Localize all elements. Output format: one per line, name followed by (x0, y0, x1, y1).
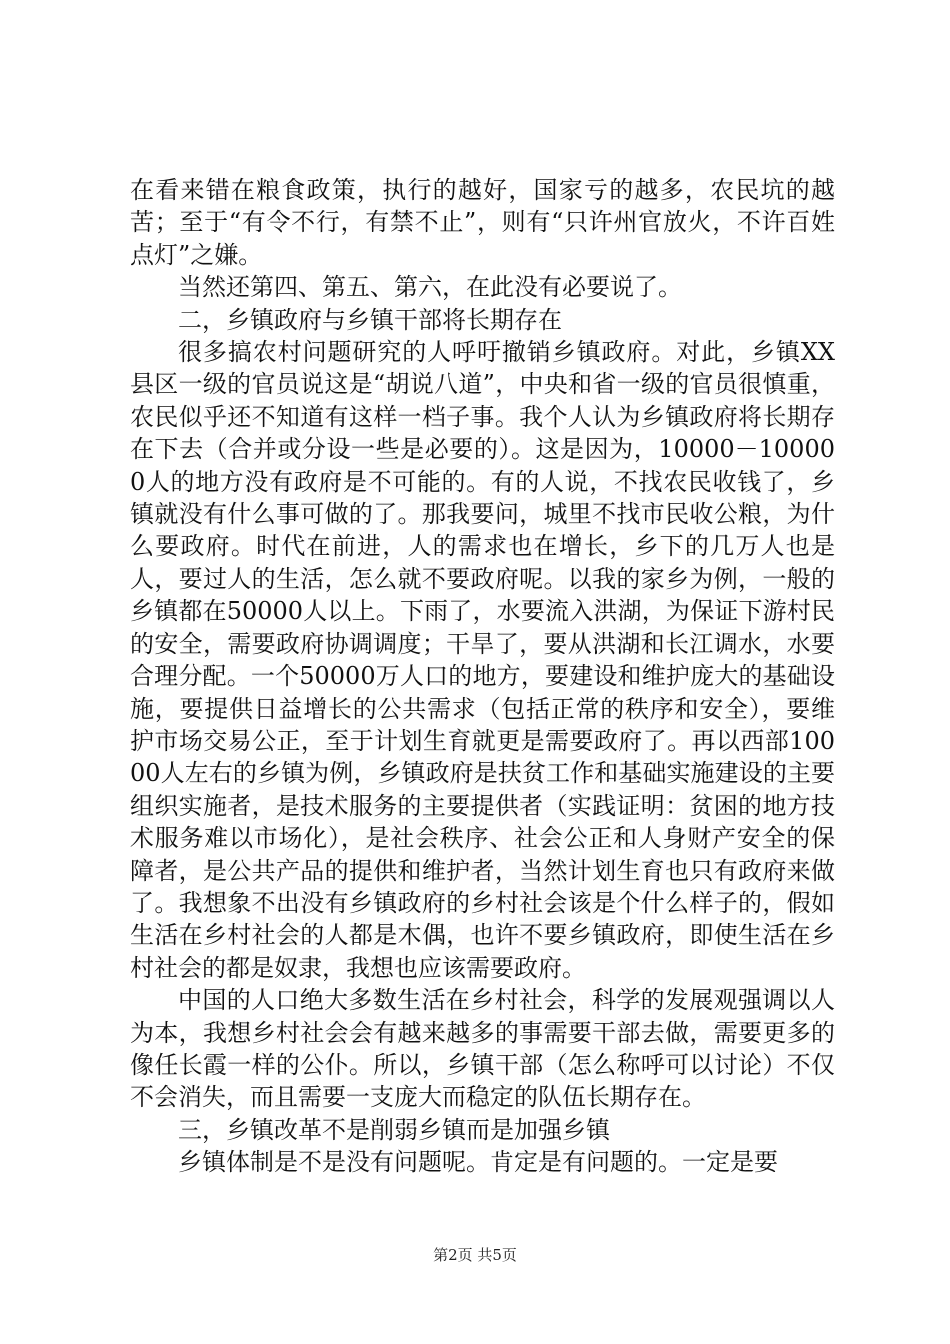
page-footer: 第2页 共5页 (433, 1246, 517, 1264)
paragraph-5: 乡镇体制是不是没有问题呢。肯定是有问题的。一定是要 (178, 1148, 778, 1177)
paragraph-4: 中国的人口绝大多数生活在乡村社会，科学的发展观强调以人为本，我想乡村社会会有越来越多的事需要干部去做，需要更多的像任长霞一样的公仆。所以，乡镇干部（怎么称呼可以讨论）不仅不会消失，而且需要一支庞大而稳定的队伍长期存在。 (130, 986, 835, 1112)
paragraph-3: 很多搞农村问题研究的人呼吁撤销乡镇政府。对此，乡镇XX县区一级的官员说这是“胡说八道”，中央和省一级的官员很慎重，农民似乎还不知道有这样一档子事。我个人认为乡镇政府将长期存在下去（合并或分设一些是必要的）。这是因为，10000－100000人的地方没有政府是不可能的。有的人说，不找农民收钱了，乡镇就没有什么事可做的了。那我要问，城里不找市民收公粮，为什么要政府。时代在前进，人的需求也在增长，乡下的几万人也是人，要过人的生活，怎么就不要政府呢。以我的家乡为例，一般的乡镇都在50000人以上。下雨了，水要流入洪湖，为保证下游村民的安全，需要政府协调调度；干旱了，要从洪湖和长江调水，水要合理分配。一个50000万人口的地方，要建设和维护庞大的基础设施，要提供日益增长的公共需求（包括正常的秩序和安全），要维护市场交易公正，至于计划生育就更是需要政府了。再以西部10000人左右的乡镇为例，乡镇政府是扶贫工作和基础实施建设的主要组织实施者，是技术服务的主要提供者（实践证明：贫困的地方技术服务难以市场化），是社会秩序、社会公正和人身财产安全的保障者，是公共产品的提供和维护者，当然计划生育也只有政府来做了。我想象不出没有乡镇政府的乡村社会该是个什么样子的，假如生活在乡村社会的人都是木偶，也许不要乡镇政府，即使生活在乡村社会的都是奴隶，我想也应该需要政府。 (130, 338, 835, 982)
document-body (130, 174, 835, 1179)
section-heading-2: 二，乡镇政府与乡镇干部将长期存在 (178, 305, 562, 334)
paragraph-1: 在看来错在粮食政策，执行的越好，国家亏的越多，农民坑的越苦；至于“有令不行，有禁不止”，则有“只许州官放火，不许百姓点灯”之嫌。 (130, 176, 835, 269)
paragraph-2: 当然还第四、第五、第六，在此没有必要说了。 (178, 273, 682, 302)
section-heading-3: 三，乡镇改革不是削弱乡镇而是加强乡镇 (178, 1115, 610, 1144)
